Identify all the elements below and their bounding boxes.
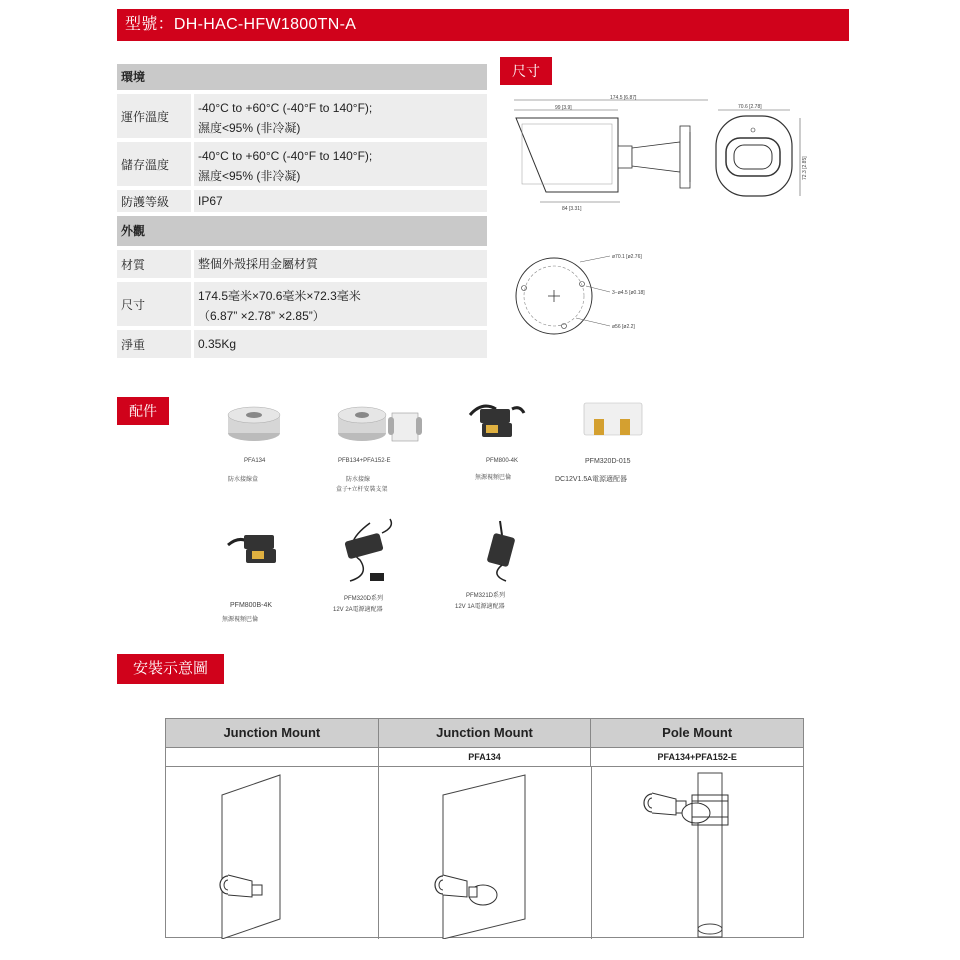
install-table bbox=[165, 718, 804, 938]
acc-model-0: PFA134 bbox=[244, 458, 266, 464]
acc-desc-6: 12V 1A電源適配器 bbox=[455, 604, 505, 610]
acc-desc-5: 12V 2A電源適配器 bbox=[333, 607, 383, 613]
acc-desc-0: 防水接線盒 bbox=[228, 477, 259, 483]
weight-label: 淨重 bbox=[117, 330, 191, 358]
acc-desc-2: 無源視頻巴倫 bbox=[475, 475, 512, 481]
ip-value: IP67 bbox=[194, 190, 487, 212]
install-header-0: Junction Mount bbox=[166, 719, 379, 747]
install-header-2: Pole Mount bbox=[662, 725, 733, 740]
pfm800-image bbox=[470, 406, 524, 437]
accessory-images bbox=[220, 395, 670, 635]
accessories-title: 配件 bbox=[117, 397, 169, 425]
dimensions-title: 尺寸 bbox=[500, 57, 552, 85]
section-environment: 環境 bbox=[117, 64, 487, 90]
install-sub-2: PFA134+PFA152-E bbox=[657, 752, 737, 762]
dim-pcd: ø56 [ø2.2] bbox=[612, 324, 635, 330]
acc-model-1: PFB134+PFA152-E bbox=[338, 458, 391, 464]
dim-width: 70.6 [2.78] bbox=[738, 104, 762, 110]
ip-label: 防護等級 bbox=[117, 190, 191, 212]
install-title: 安裝示意圖 bbox=[117, 654, 224, 684]
acc-desc-3: DC12V1.5A電源適配器 bbox=[555, 476, 627, 483]
model-title: 型號：DH-HAC-HFW1800TN-A bbox=[117, 9, 849, 41]
acc-desc-4: 無源視頻巴倫 bbox=[222, 617, 259, 623]
dim-height: 72.3 [2.85] bbox=[802, 156, 808, 180]
acc-model-5: PFM320D系列 bbox=[344, 596, 384, 602]
pfm320d-015-image bbox=[584, 403, 642, 435]
acc-model-6: PFM321D系列 bbox=[466, 593, 506, 599]
acc-desc2-1: 盒子+立杆安裝支架 bbox=[336, 487, 388, 493]
spec-table bbox=[117, 64, 487, 362]
acc-model-4: PFM800B-4K bbox=[230, 602, 273, 609]
op-temp-line1: -40°C to +60°C (-40°F to 140°F); bbox=[198, 101, 373, 115]
op-temp-line2: 濕度<95% (非冷凝) bbox=[198, 121, 301, 135]
storage-temp-line1: -40°C to +60°C (-40°F to 140°F); bbox=[198, 149, 373, 163]
install-header-1: Junction Mount bbox=[379, 719, 592, 747]
pfm800b-image bbox=[228, 535, 276, 563]
op-temp-label: 運作溫度 bbox=[117, 94, 191, 138]
dim-hole: 3−ø4.5 [ø0.18] bbox=[612, 290, 645, 296]
material-value: 整個外殼採用金屬材質 bbox=[194, 250, 487, 278]
pfa134-image bbox=[228, 407, 280, 441]
section-exterior: 外觀 bbox=[117, 216, 487, 246]
dim-base-length: 84 [3.31] bbox=[562, 206, 582, 212]
dim-front-length: 99 [3.9] bbox=[555, 105, 572, 111]
size-line1: 174.5毫米×70.6毫米×72.3毫米 bbox=[198, 289, 361, 303]
storage-temp-line2: 濕度<95% (非冷凝) bbox=[198, 169, 301, 183]
size-value bbox=[194, 282, 487, 326]
install-sub-1: PFA134 bbox=[379, 748, 592, 766]
install-sub-0 bbox=[166, 748, 379, 766]
install-image-2 bbox=[592, 767, 804, 939]
size-line2: （6.87” ×2.78” ×2.85”） bbox=[198, 309, 325, 323]
storage-temp-label: 儲存溫度 bbox=[117, 142, 191, 186]
dim-total-length: 174.5 [6.87] bbox=[610, 95, 637, 101]
size-label: 尺寸 bbox=[117, 282, 191, 326]
dim-base-diameter: ø70.1 [ø2.76] bbox=[612, 254, 642, 260]
pfm321d-series-image bbox=[486, 521, 515, 581]
install-image-1 bbox=[379, 767, 592, 939]
material-label: 材質 bbox=[117, 250, 191, 278]
acc-model-3: PFM320D-015 bbox=[585, 458, 631, 465]
acc-model-2: PFM800-4K bbox=[486, 458, 519, 464]
acc-desc-1: 防水接線 bbox=[346, 477, 371, 483]
storage-temp-value bbox=[194, 142, 487, 186]
dimension-drawing bbox=[500, 90, 820, 340]
pfa152-image bbox=[338, 407, 422, 441]
pfm320d-series-image bbox=[344, 519, 391, 581]
install-image-0 bbox=[166, 767, 379, 939]
op-temp-value bbox=[194, 94, 487, 138]
weight-value: 0.35Kg bbox=[194, 330, 487, 358]
